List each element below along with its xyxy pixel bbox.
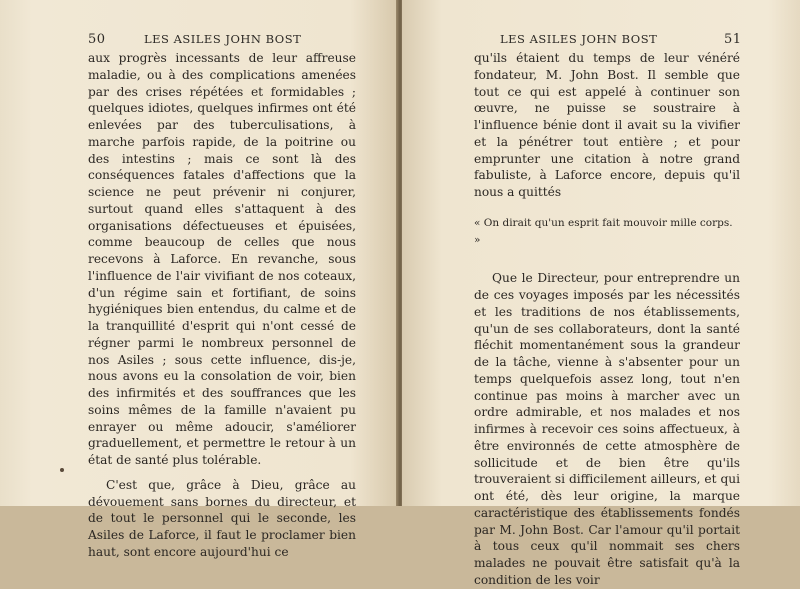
left-page <box>0 0 398 559</box>
left-text-block <box>88 50 356 561</box>
right-running-head: LES ASILES JOHN BOST <box>500 32 658 46</box>
right-folio: 51 <box>724 32 742 47</box>
right-paragraph-2: Que le Directeur, pour entreprendre un de ces voyages imposés par les nécessités et les traditions de nos établissements, qu'un de ses collaborateurs, dont la santé fléchit momentanément sous la grandeur de la tâche, vienne à s'absenter pour un temps quelquefois assez long, tout n'en continue pas moins à marcher avec un ordre admirable, et nos malades et nos infirmes à recevoir ces soins affectueux, à être environnés de cette atmosphère de sollicitude et de bien être qu'ils trouveraient si difficilement ailleurs, et qui ont été, dès leur origine, la marque caractéristique des établissements fondés par M. John Bost. Car l'amour qu'il portait à tous ceux qu'il nommait ses chers malades ne pouvait être satisfait qu'à la condition de les voir <box>474 271 740 587</box>
right-paragraph-1: qu'ils étaient du temps de leur vénéré fondateur, M. John Bost. Il semble que tout ce qui est appelé à continuer son œuvre, ne puisse se soustraire à l'influence bénie dont il avait su la vivifier et la pénétrer tout entière ; et pour emprunter une citation à notre grand fabuliste, à Laforce encore, depuis qu'il nous a quittés <box>474 51 740 199</box>
right-page <box>402 0 800 587</box>
left-paragraph-2: C'est que, grâce à Dieu, grâce au dévouement sans bornes du directeur, et de tout le personnel qui le seconde, les Asiles de Laforce, il faut le proclamer bien haut, sont encore aujourd'hui ce <box>88 477 356 559</box>
left-paragraph-1: aux progrès incessants de leur affreuse maladie, ou à des complications amenées par des crises répétées et formidables ; quelques idiotes, quelques infirmes ont été enlevées par des tuberculisations, à marche parfois rapide, de la poitrine ou des intestins ; mais ce sont là des conséquences fatales d'affections que la science ne peut prévenir ni conjurer, surtout quand elles s'attaquent à des organisations défectueuses et épuisées, comme beaucoup de celles que nous recevons à Laforce. En revanche, sous l'influence de l'air vivifiant de nos coteaux, d'un régime sain et fortifiant, de soins hygiéniques bien entendus, du calme et de la tranquillité d'esprit qui n'ont cessé de régner parmi le nombreux personnel de nos Asiles ; sous cette influence, dis-je, nous avons eu la consolation de voir, bien des infirmités et des souffrances que les soins mêmes de la famille n'avaient pu enrayer ou même adoucir, s'améliorer graduellement, et permettre le retour à un état de santé plus tolérable. <box>88 51 356 467</box>
right-text-block <box>474 50 740 589</box>
left-running-head: LES ASILES JOHN BOST <box>144 32 302 46</box>
left-folio: 50 <box>88 32 106 47</box>
right-quote: « On dirait qu'un esprit fait mouvoir mille corps. » <box>474 216 733 246</box>
paper-speck <box>60 468 64 472</box>
